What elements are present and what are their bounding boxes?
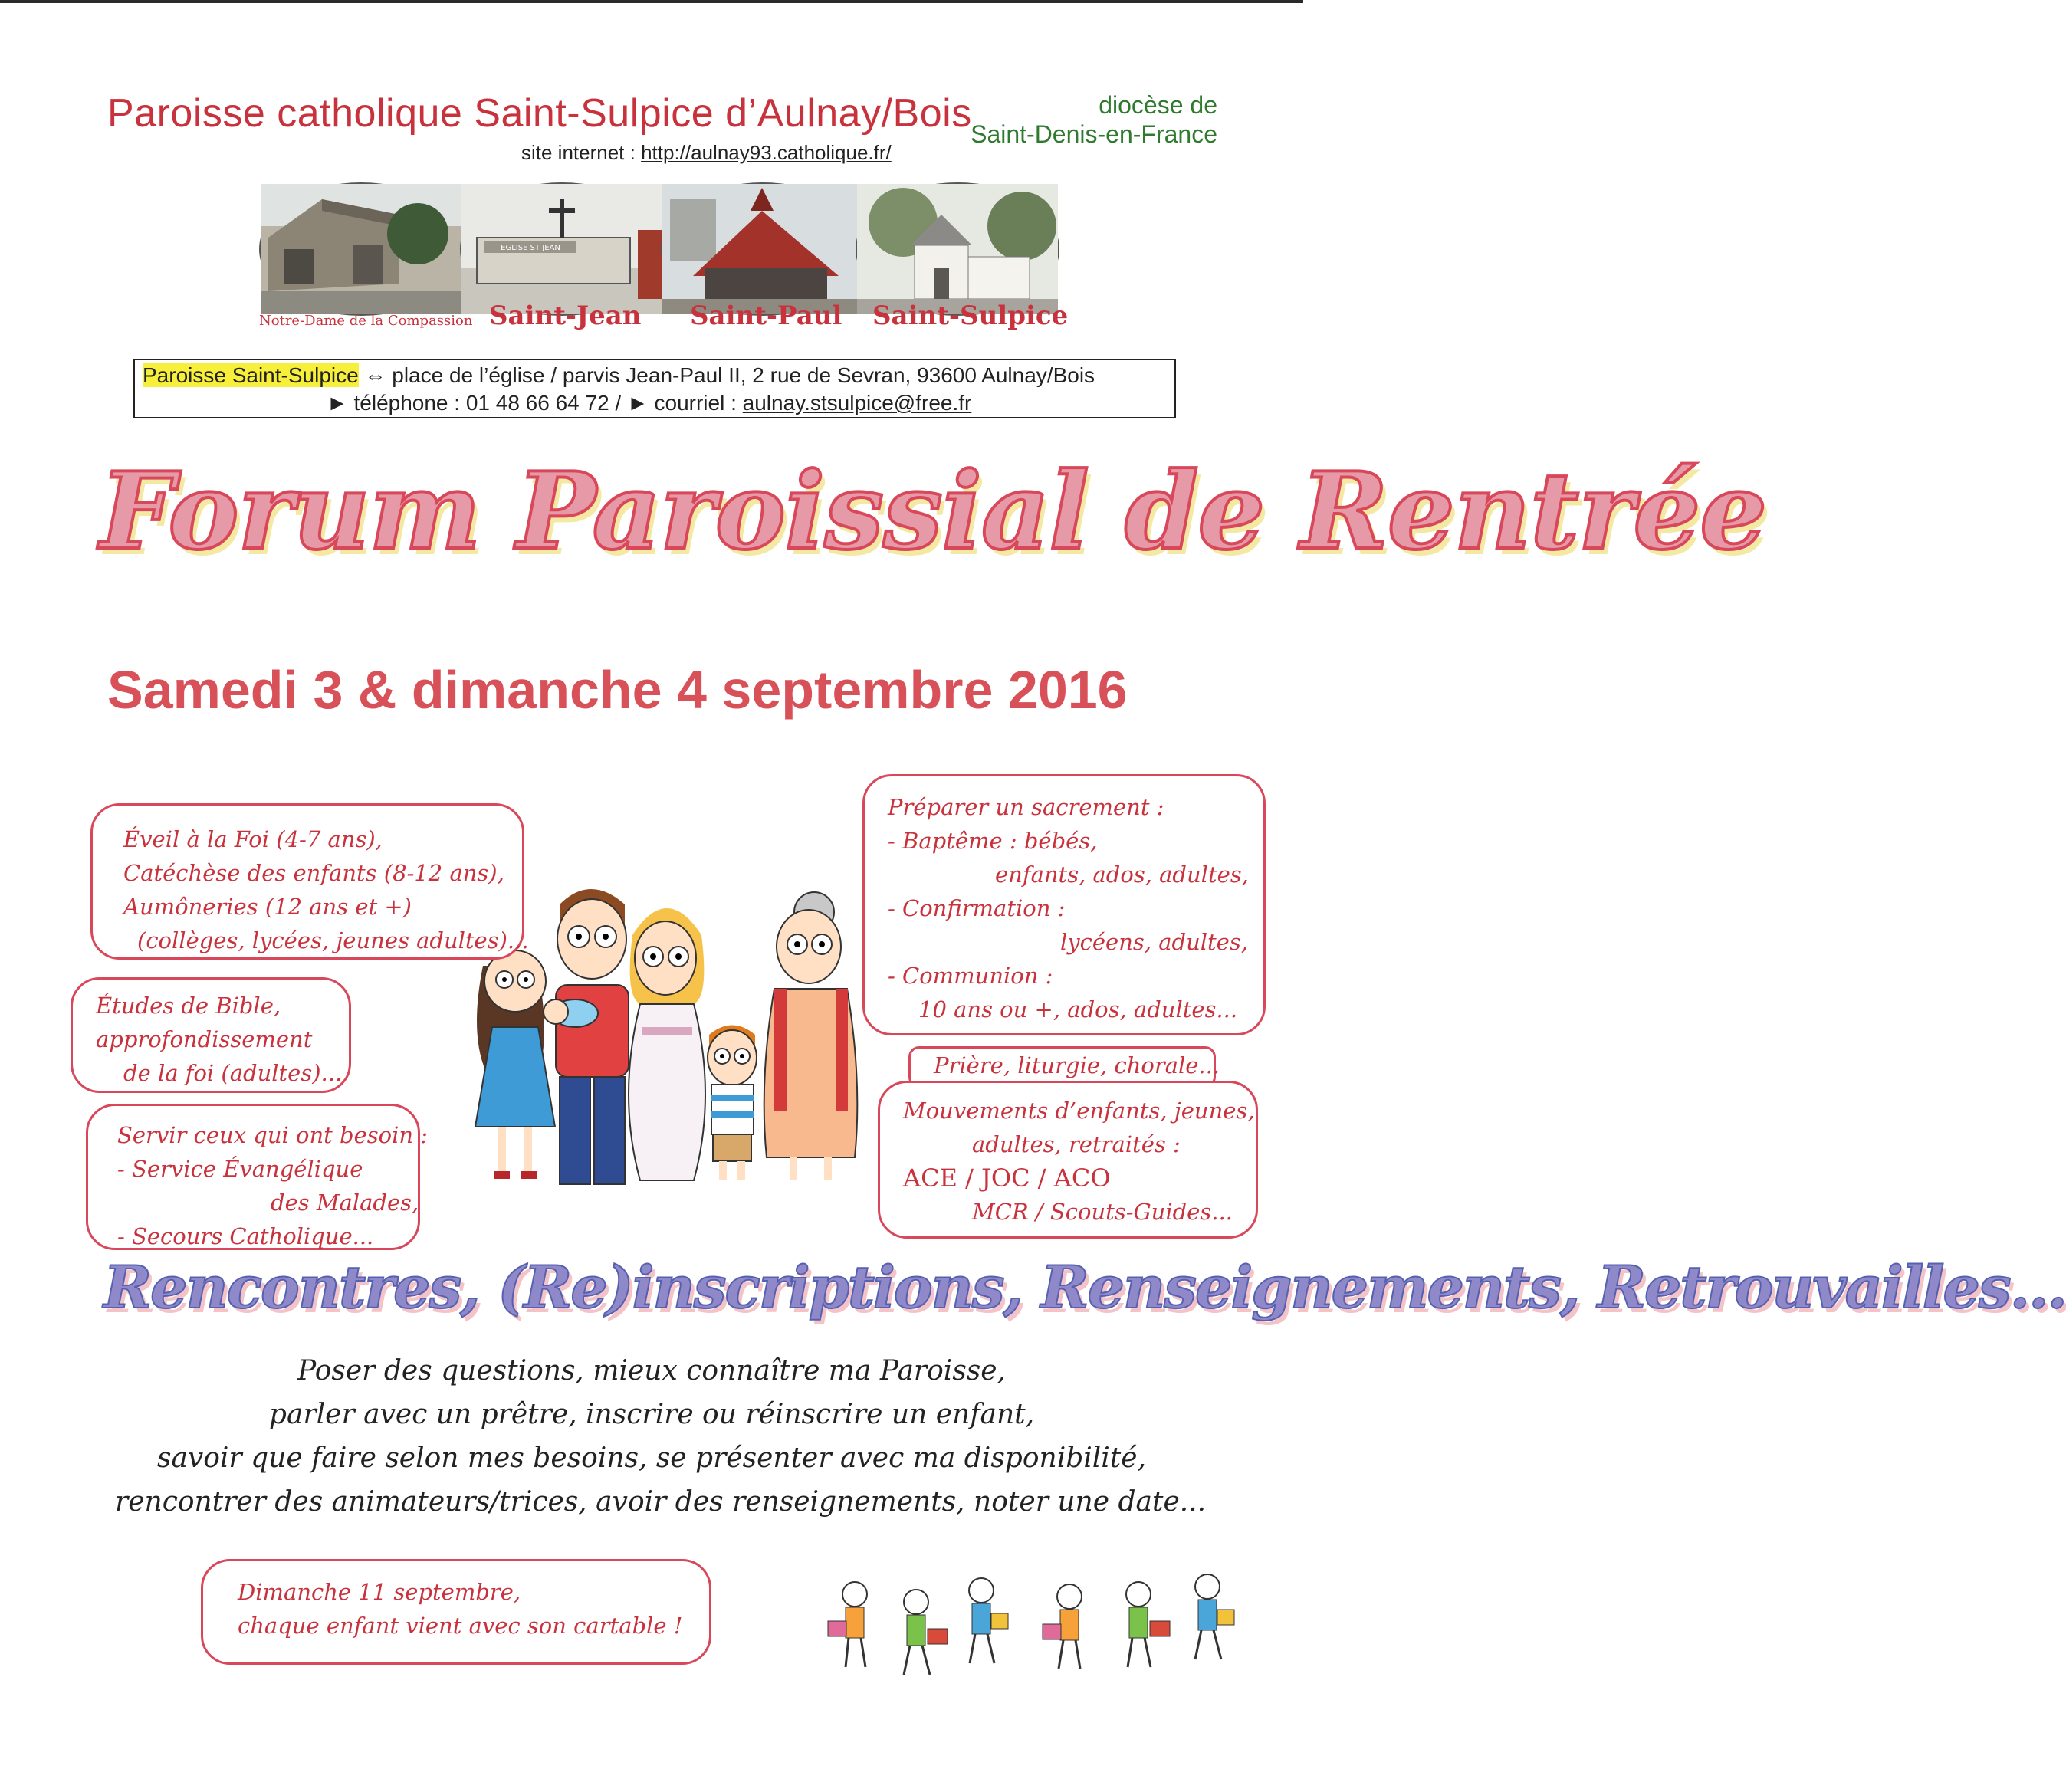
- eveil-line-4: (collèges, lycées, jeunes adultes)...: [137, 927, 529, 953]
- sacrement-line-6: - Communion :: [888, 963, 1053, 989]
- mother-figure: [629, 908, 705, 1180]
- address-line-2: [327, 391, 971, 415]
- bible-line-1: Études de Bible,: [96, 993, 281, 1019]
- address-text: place de l’église / parvis Jean-Paul II, 2 rue de Sevran, 93600 Aulnay/Bois: [386, 363, 1095, 387]
- website-label: site internet :: [521, 141, 636, 164]
- kid-1: [828, 1582, 867, 1667]
- bubble-servir: [86, 1104, 429, 1250]
- kid-5: [1126, 1582, 1170, 1667]
- servir-line-3: des Malades,: [271, 1190, 419, 1216]
- bubble-footer: [201, 1559, 711, 1665]
- footer-line-1: Dimanche 11 septembre,: [238, 1579, 521, 1605]
- eveil-line-2: Catéchèse des enfants (8-12 ans),: [123, 860, 504, 886]
- caption-saint-jean: Saint-Jean: [489, 300, 642, 331]
- diocese-line-2: Saint-Denis-en-France: [971, 120, 1217, 148]
- event-dates: Samedi 3 & dimanche 4 septembre 2016: [107, 660, 1128, 720]
- sacrement-line-1: Préparer un sacrement :: [888, 794, 1164, 820]
- father-figure: [544, 889, 629, 1184]
- girl-figure: [475, 950, 555, 1179]
- servir-line-2: - Service Évangélique: [117, 1156, 363, 1182]
- kid-3: [969, 1578, 1008, 1663]
- priere-line-1: Prière, liturgie, chorale...: [934, 1052, 1220, 1078]
- parish-name-highlight: Paroisse Saint-Sulpice: [143, 363, 359, 387]
- servir-line-4: - Secours Catholique...: [117, 1223, 374, 1249]
- email-link[interactable]: aulnay.stsulpice@free.fr: [742, 391, 972, 415]
- bubble-eveil: [90, 803, 529, 960]
- mouvements-line-2: adultes, retraités :: [972, 1131, 1181, 1157]
- mouvements-line-1: Mouvements d’enfants, jeunes,: [903, 1098, 1255, 1124]
- event-title: Forum Paroissial de Rentrée: [100, 448, 1767, 573]
- boy-figure: [708, 1026, 757, 1181]
- scan-border: [0, 0, 1303, 3]
- sacrement-line-4: - Confirmation :: [888, 895, 1066, 921]
- website-line: [521, 141, 892, 165]
- church-photo-saint-jean: [460, 182, 664, 316]
- eveil-line-1: Éveil à la Foi (4-7 ans),: [123, 826, 383, 852]
- paragraph-line-1: Poser des questions, mieux connaître ma Paroisse,: [297, 1355, 1007, 1387]
- arrow-icon: ⇔: [364, 363, 386, 387]
- sacrement-line-5: lycéens, adultes,: [1060, 929, 1248, 955]
- address-line-1: [143, 363, 1095, 388]
- parish-title: Paroisse catholique Saint-Sulpice d’Aulnay/Bois: [107, 91, 972, 136]
- caption-saint-sulpice: Saint-Sulpice: [872, 300, 1069, 331]
- paragraph-line-2: parler avec un prêtre, inscrire ou réinscrire un enfant,: [268, 1399, 1035, 1430]
- bubble-bible: [71, 977, 351, 1093]
- tagline: Rencontres, (Re)inscriptions, Renseignements, Retrouvailles...: [103, 1253, 2066, 1321]
- servir-line-1: Servir ceux qui ont besoin :: [117, 1122, 429, 1148]
- mouvements-line-4: MCR / Scouts-Guides...: [972, 1199, 1233, 1225]
- grandmother-figure: [764, 892, 858, 1180]
- address-box: [133, 359, 1176, 418]
- kid-4: [1043, 1584, 1082, 1669]
- website-link[interactable]: http://aulnay93.catholique.fr/: [641, 141, 892, 164]
- phone-text: ► téléphone : 01 48 66 64 72 / ► courriel :: [327, 391, 743, 415]
- sacrement-line-2: - Baptême : bébés,: [888, 828, 1098, 854]
- sacrement-line-7: 10 ans ou +, ados, adultes...: [918, 996, 1238, 1022]
- caption-saint-paul: Saint-Paul: [690, 300, 842, 331]
- diocese-line-1: diocèse de: [1099, 91, 1217, 119]
- church-photo-notre-dame: [259, 182, 463, 316]
- bible-line-2: approfondissement: [96, 1026, 313, 1052]
- eveil-line-3: Aumôneries (12 ans et +): [123, 894, 412, 920]
- caption-notre-dame: Notre-Dame de la Compassion: [259, 313, 473, 329]
- paragraph-line-3: savoir que faire selon mes besoins, se présenter avec ma disponibilité,: [156, 1442, 1147, 1474]
- mouvements-line-3: ACE / JOC / ACO: [903, 1163, 1111, 1193]
- kids-with-schoolbags-illustration: [824, 1567, 1253, 1690]
- kid-2: [904, 1590, 948, 1675]
- church-photo-saint-paul: [661, 182, 865, 316]
- bubble-mouvements: [878, 1081, 1258, 1239]
- bible-line-3: de la foi (adultes)...: [123, 1060, 343, 1086]
- paragraph-line-4: rencontrer des animateurs/trices, avoir des renseignements, noter une date...: [115, 1486, 1207, 1518]
- kid-6: [1195, 1574, 1234, 1659]
- diocese-label: [964, 90, 1217, 149]
- church-photo-saint-sulpice: [856, 182, 1059, 316]
- sacrement-line-3: enfants, ados, adultes,: [995, 862, 1249, 888]
- bubble-sacrement: [862, 774, 1266, 1035]
- church-sign-text: EGLISE ST JEAN: [501, 244, 560, 252]
- footer-line-2: chaque enfant vient avec son cartable !: [238, 1613, 683, 1639]
- description-paragraph: [115, 1349, 1207, 1524]
